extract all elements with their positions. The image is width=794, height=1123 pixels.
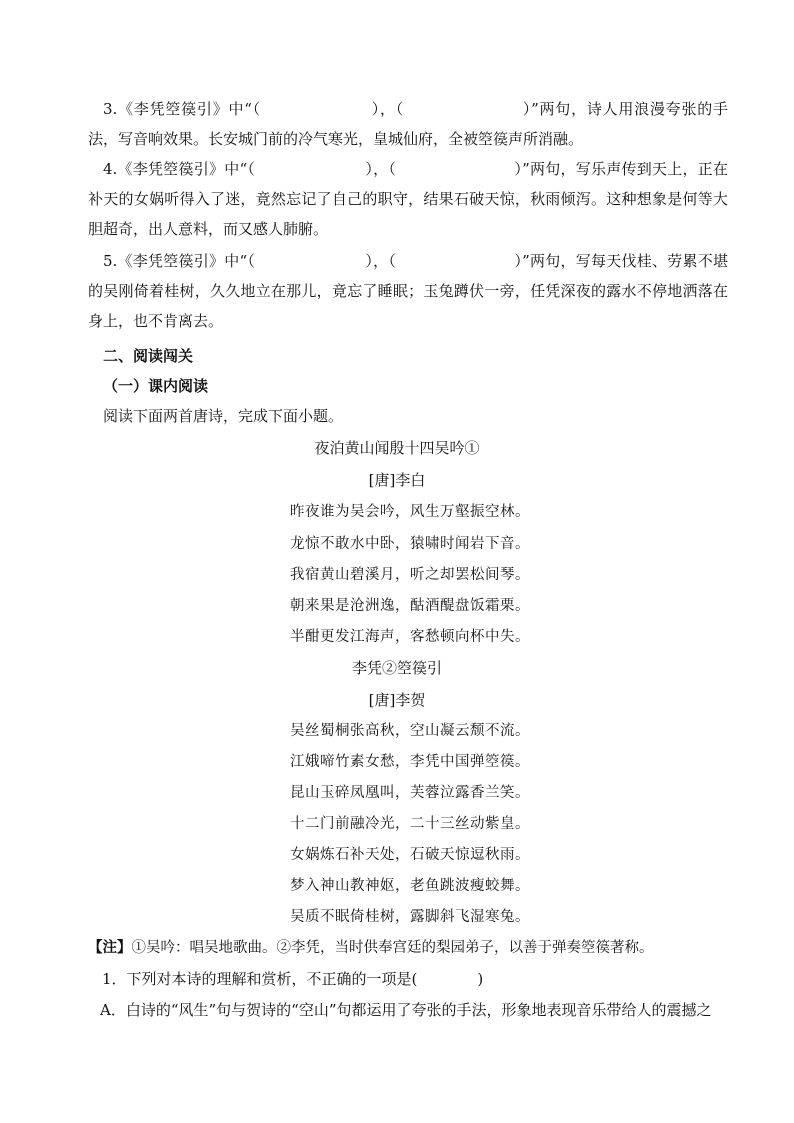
fill-blank-item-5: 5.《李凭箜篌引》中“（ ），（ ）”两句，写每天伐桂、劳累不堪的吴刚倚着桂树，久久地立在那儿，竟忘了睡眠；玉兔蹲伏一旁，任凭深夜的露水不停地洒落在身上，也不肯离去。 [88, 252, 728, 330]
poem-2-author: [唐]李贺 [368, 691, 426, 709]
poem-1-line: 我宿黄山碧溪月，听之却罢松间琴。 [290, 567, 530, 583]
poem-1-line: 半酣更发江海声，客愁顿向杯中失。 [290, 629, 530, 645]
poem-2-line: 吴质不眠倚桂树，露脚斜飞湿寒兔。 [290, 909, 530, 925]
poem-2-title: 李凭②箜篌引 [351, 659, 442, 677]
instruction-text: 阅读下面两首唐诗，完成下面小题。 [103, 407, 344, 425]
poem-2-line: 女娲炼石补天处，石破天惊逗秋雨。 [290, 847, 530, 863]
poem-2-line: 江娥啼竹素女愁，李凭中国弹箜篌。 [290, 754, 530, 770]
fill-blank-item-3: 3.《李凭箜篌引》中“（ ），（ ）”两句，诗人用浪漫夸张的手法，写音响效果。长安城门前的冷气寒光，皇城仙府，全被箜篌声所消融。 [88, 100, 728, 148]
question-1: 1．下列对本诗的理解和赏析，不正确的一项是( ) [102, 970, 484, 988]
option-a: A．白诗的“风生”句与贺诗的“空山”句都运用了夸张的手法，形象地表现音乐带给人的震撼之 [100, 1001, 712, 1019]
poem-2-line: 昆山玉碎凤凰叫，芙蓉泣露香兰笑。 [290, 785, 530, 801]
poem-2-line: 吴丝蜀桐张高秋，空山凝云颓不流。 [290, 723, 530, 739]
poem-2-line: 十二门前融冷光，二十三丝动紫皇。 [290, 816, 530, 832]
poem-1-line: 龙惊不敢水中卧，猿啸时闻岩下音。 [290, 536, 530, 552]
poem-2-line: 梦入神山教神妪，老鱼跳波瘦蛟舞。 [290, 878, 530, 894]
poem-1-line: 昨夜谁为吴会吟，风生万壑振空林。 [290, 504, 530, 520]
annotation-note: 【注】①吴吟：唱吴地歌曲。②李凭，当时供奉宫廷的梨园弟子，以善于弹奏箜篌著称。 [88, 939, 654, 956]
poem-1-title: 夜泊黄山闻殷十四吴吟① [314, 439, 480, 457]
poem-1-author: [唐]李白 [368, 471, 426, 489]
fill-blank-item-4: 4.《李凭箜篌引》中“（ ），（ ）”两句，写乐声传到天上，正在补天的女娲听得入了迷，竟然忘记了自己的职守，结果石破天惊，秋雨倾泻。这种想象是何等大胆超奇，出人意料，而又感人肺腑。 [88, 160, 728, 238]
section-heading: 二、阅读闯关 [103, 347, 194, 365]
subsection-heading: （一）课内阅读 [103, 377, 209, 395]
poem-1-line: 朝来果是沧洲逸，酤酒醍盘饭霜栗。 [290, 598, 530, 614]
